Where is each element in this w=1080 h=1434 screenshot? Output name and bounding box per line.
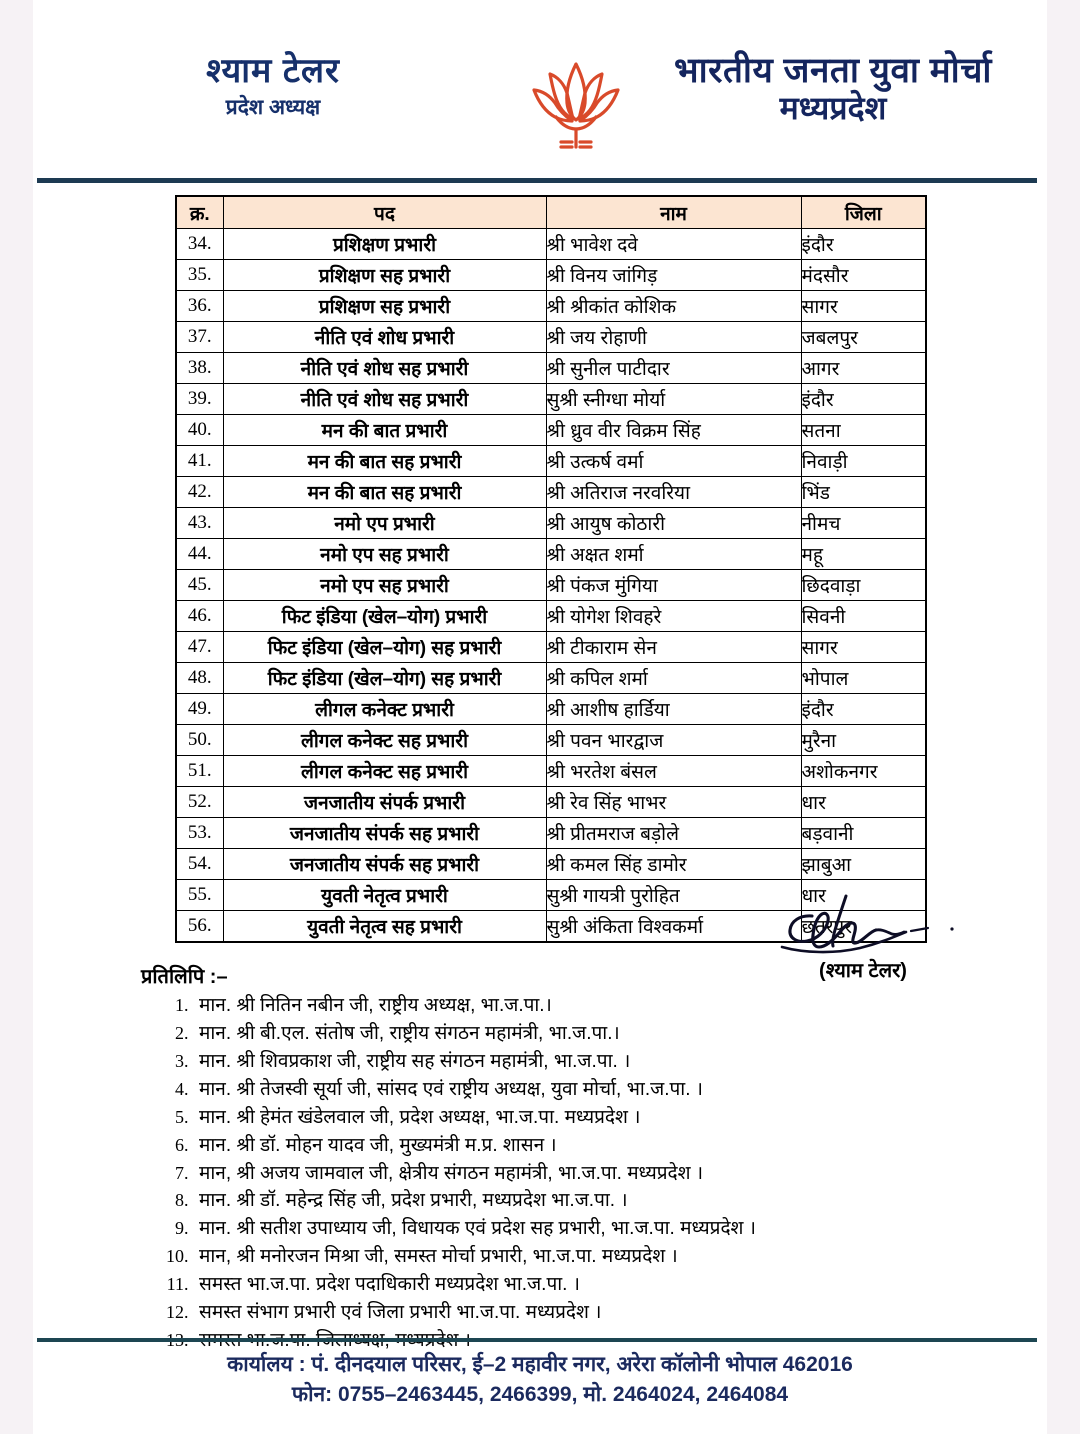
cell-district: छतरपुर [801, 911, 926, 943]
cell-post: युवती नेतृत्व प्रभारी [223, 880, 546, 911]
table-row [176, 601, 926, 632]
copy-list-item: 11. समस्त भा.ज.पा. प्रदेश पदाधिकारी मध्यप्रदेश भा.ज.पा. । [193, 1271, 981, 1299]
cell-district: सागर [801, 291, 926, 322]
document-page [33, 0, 1047, 1434]
cell-name: श्री पवन भारद्वाज [546, 725, 801, 756]
table-row [176, 353, 926, 384]
cell-post: फिट इंडिया (खेल–योग) सह प्रभारी [223, 663, 546, 694]
table-row [176, 632, 926, 663]
table-row [176, 725, 926, 756]
cell-district: सतना [801, 415, 926, 446]
cell-name: श्री ध्रुव वीर विक्रम सिंह [546, 415, 801, 446]
cell-post: नीति एवं शोध सह प्रभारी [223, 353, 546, 384]
cell-district: मंदसौर [801, 260, 926, 291]
table-row [176, 229, 926, 260]
cell-serial: 53. [176, 818, 223, 849]
copy-list-item: 12. समस्त संभाग प्रभारी एवं जिला प्रभारी भा.ज.पा. मध्यप्रदेश । [193, 1299, 981, 1327]
roster-table-wrapper [175, 195, 925, 943]
column-header-district: जिला [801, 196, 926, 229]
table-row [176, 384, 926, 415]
cell-district: सिवनी [801, 601, 926, 632]
table-header-row [176, 196, 926, 229]
cell-serial: 36. [176, 291, 223, 322]
cell-post: नीति एवं शोध सह प्रभारी [223, 384, 546, 415]
cell-serial: 41. [176, 446, 223, 477]
cell-district: धार [801, 787, 926, 818]
copy-list-item: 4. मान. श्री तेजस्वी सूर्या जी, सांसद एवं राष्ट्रीय अध्यक्ष, युवा मोर्चा, भा.ज.पा. । [193, 1076, 981, 1104]
cell-serial: 35. [176, 260, 223, 291]
cell-name: श्री कपिल शर्मा [546, 663, 801, 694]
cell-name: श्री आयुष कोठारी [546, 508, 801, 539]
copy-list-item: 2. मान. श्री बी.एल. संतोष जी, राष्ट्रीय संगठन महामंत्री, भा.ज.पा.। [193, 1020, 981, 1048]
cell-post: नमो एप सह प्रभारी [223, 570, 546, 601]
table-row [176, 508, 926, 539]
cell-post: जनजातीय संपर्क सह प्रभारी [223, 818, 546, 849]
cell-name: श्री योगेश शिवहरे [546, 601, 801, 632]
table-row [176, 322, 926, 353]
cell-serial: 51. [176, 756, 223, 787]
table-row [176, 818, 926, 849]
cell-post: प्रशिक्षण सह प्रभारी [223, 260, 546, 291]
cell-post: फिट इंडिया (खेल–योग) प्रभारी [223, 601, 546, 632]
letterhead [33, 0, 1047, 148]
copy-list-item: 9. मान. श्री सतीश उपाध्याय जी, विधायक एवं प्रदेश सह प्रभारी, भा.ज.पा. मध्यप्रदेश । [193, 1215, 981, 1243]
cell-name: श्री अक्षत शर्मा [546, 539, 801, 570]
president-name: श्याम टेलर [206, 52, 340, 90]
bjp-lotus-icon [501, 46, 651, 161]
cell-name: श्री पंकज मुंगिया [546, 570, 801, 601]
cell-serial: 43. [176, 508, 223, 539]
cell-name: श्री आशीष हार्डिया [546, 694, 801, 725]
table-row [176, 477, 926, 508]
cell-post: लीगल कनेक्ट सह प्रभारी [223, 725, 546, 756]
copy-list-item: 1. मान. श्री नितिन नबीन जी, राष्ट्रीय अध्यक्ष, भा.ज.पा.। [193, 992, 981, 1020]
cell-name: श्री अतिराज नरवरिया [546, 477, 801, 508]
footer-divider [37, 1338, 1037, 1342]
cell-name: श्री विनय जांगिड़ [546, 260, 801, 291]
cell-post: फिट इंडिया (खेल–योग) सह प्रभारी [223, 632, 546, 663]
cell-post: युवती नेतृत्व सह प्रभारी [223, 911, 546, 943]
copy-list-item: 7. मान, श्री अजय जामवाल जी, क्षेत्रीय संगठन महामंत्री, भा.ज.पा. मध्यप्रदेश । [193, 1160, 981, 1188]
cell-name: श्री प्रीतमराज बड़ोले [546, 818, 801, 849]
cell-serial: 49. [176, 694, 223, 725]
cell-serial: 45. [176, 570, 223, 601]
organisation-state: मध्यप्रदेश [779, 89, 887, 126]
table-row [176, 756, 926, 787]
organisation-name: भारतीय जनता युवा मोर्चा [674, 51, 992, 90]
table-row [176, 694, 926, 725]
copy-list-item: 6. मान. श्री डॉ. मोहन यादव जी, मुख्यमंत्री म.प्र. शासन । [193, 1132, 981, 1160]
cell-serial: 54. [176, 849, 223, 880]
cell-district: निवाड़ी [801, 446, 926, 477]
cell-serial: 47. [176, 632, 223, 663]
table-row [176, 415, 926, 446]
cell-district: झाबुआ [801, 849, 926, 880]
table-row [176, 787, 926, 818]
cell-district: अशोकनगर [801, 756, 926, 787]
copy-list-item: 10. मान, श्री मनोरजन मिश्रा जी, समस्त मोर्चा प्रभारी, भा.ज.पा. मध्यप्रदेश । [193, 1243, 981, 1271]
cell-post: मन की बात सह प्रभारी [223, 446, 546, 477]
cell-post: नमो एप सह प्रभारी [223, 539, 546, 570]
cell-serial: 56. [176, 911, 223, 943]
cell-district: मुरैना [801, 725, 926, 756]
cell-name: श्री टीकाराम सेन [546, 632, 801, 663]
cell-serial: 48. [176, 663, 223, 694]
footer [33, 1350, 1047, 1411]
column-header-name: नाम [546, 196, 801, 229]
cell-serial: 37. [176, 322, 223, 353]
cell-serial: 38. [176, 353, 223, 384]
table-row [176, 539, 926, 570]
copy-list-item: 8. मान. श्री डॉ. महेन्द्र सिंह जी, प्रदेश प्रभारी, मध्यप्रदेश भा.ज.पा. । [193, 1187, 981, 1215]
table-row [176, 446, 926, 477]
office-address: कार्यालय : पं. दीनदयाल परिसर, ई–2 महावीर नगर, अरेरा कॉलोनी भोपाल 462016 [227, 1353, 853, 1376]
roster-table-body [176, 229, 926, 943]
cell-post: लीगल कनेक्ट प्रभारी [223, 694, 546, 725]
signature-caption: (श्याम टेलर) [819, 960, 907, 982]
cell-district: महू [801, 539, 926, 570]
cell-district: धार [801, 880, 926, 911]
cell-name: सुश्री स्नीग्धा मोर्या [546, 384, 801, 415]
letterhead-left-block [128, 52, 418, 120]
table-row [176, 663, 926, 694]
cell-name: श्री भरतेश बंसल [546, 756, 801, 787]
cell-district: जबलपुर [801, 322, 926, 353]
copies-title: प्रतिलिपि :– [141, 966, 228, 988]
cell-name: सुश्री गायत्री पुरोहित [546, 880, 801, 911]
cell-serial: 39. [176, 384, 223, 415]
handwritten-signature-icon [756, 890, 971, 962]
cell-post: लीगल कनेक्ट सह प्रभारी [223, 756, 546, 787]
copy-list-item: 3. मान. श्री शिवप्रकाश जी, राष्ट्रीय सह संगठन महामंत्री, भा.ज.पा. । [193, 1048, 981, 1076]
copies-section [141, 962, 981, 1355]
cell-post: प्रशिक्षण सह प्रभारी [223, 291, 546, 322]
president-designation: प्रदेश अध्यक्ष [225, 96, 321, 120]
header-divider [37, 178, 1037, 183]
cell-post: मन की बात सह प्रभारी [223, 477, 546, 508]
cell-district: सागर [801, 632, 926, 663]
cell-name: श्री सुनील पाटीदार [546, 353, 801, 384]
cell-name: श्री जय रोहाणी [546, 322, 801, 353]
cell-serial: 55. [176, 880, 223, 911]
roster-table [175, 195, 927, 943]
table-row [176, 291, 926, 322]
cell-post: नीति एवं शोध प्रभारी [223, 322, 546, 353]
cell-name: श्री उत्कर्ष वर्मा [546, 446, 801, 477]
cell-district: नीमच [801, 508, 926, 539]
cell-district: आगर [801, 353, 926, 384]
cell-post: जनजातीय संपर्क सह प्रभारी [223, 849, 546, 880]
cell-post: जनजातीय संपर्क प्रभारी [223, 787, 546, 818]
copies-list [141, 992, 981, 1355]
cell-district: बड़वानी [801, 818, 926, 849]
cell-name: श्री श्रीकांत कोशिक [546, 291, 801, 322]
table-row [176, 570, 926, 601]
office-phone: फोन: 0755–2463445, 2466399, मो. 2464024, 2464084 [291, 1383, 789, 1407]
cell-serial: 42. [176, 477, 223, 508]
cell-name: श्री रेव सिंह भाभर [546, 787, 801, 818]
cell-post: मन की बात प्रभारी [223, 415, 546, 446]
cell-name: श्री भावेश दवे [546, 229, 801, 260]
cell-serial: 40. [176, 415, 223, 446]
cell-serial: 44. [176, 539, 223, 570]
column-header-serial: क्र. [176, 196, 223, 229]
cell-serial: 50. [176, 725, 223, 756]
cell-district: इंदौर [801, 229, 926, 260]
copy-list-item: 5. मान. श्री हेमंत खंडेलवाल जी, प्रदेश अध्यक्ष, भा.ज.पा. मध्यप्रदेश । [193, 1104, 981, 1132]
letterhead-right-block [633, 52, 1033, 125]
cell-post: नमो एप प्रभारी [223, 508, 546, 539]
cell-serial: 46. [176, 601, 223, 632]
table-row [176, 260, 926, 291]
cell-name: सुश्री अंकिता विश्वकर्मा [546, 911, 801, 943]
cell-district: इंदौर [801, 384, 926, 415]
cell-serial: 52. [176, 787, 223, 818]
cell-serial: 34. [176, 229, 223, 260]
cell-district: भिंड [801, 477, 926, 508]
cell-district: छिदवाड़ा [801, 570, 926, 601]
cell-post: प्रशिक्षण प्रभारी [223, 229, 546, 260]
cell-district: इंदौर [801, 694, 926, 725]
table-row [176, 849, 926, 880]
cell-name: श्री कमल सिंह डामोर [546, 849, 801, 880]
cell-district: भोपाल [801, 663, 926, 694]
column-header-post: पद [223, 196, 546, 229]
